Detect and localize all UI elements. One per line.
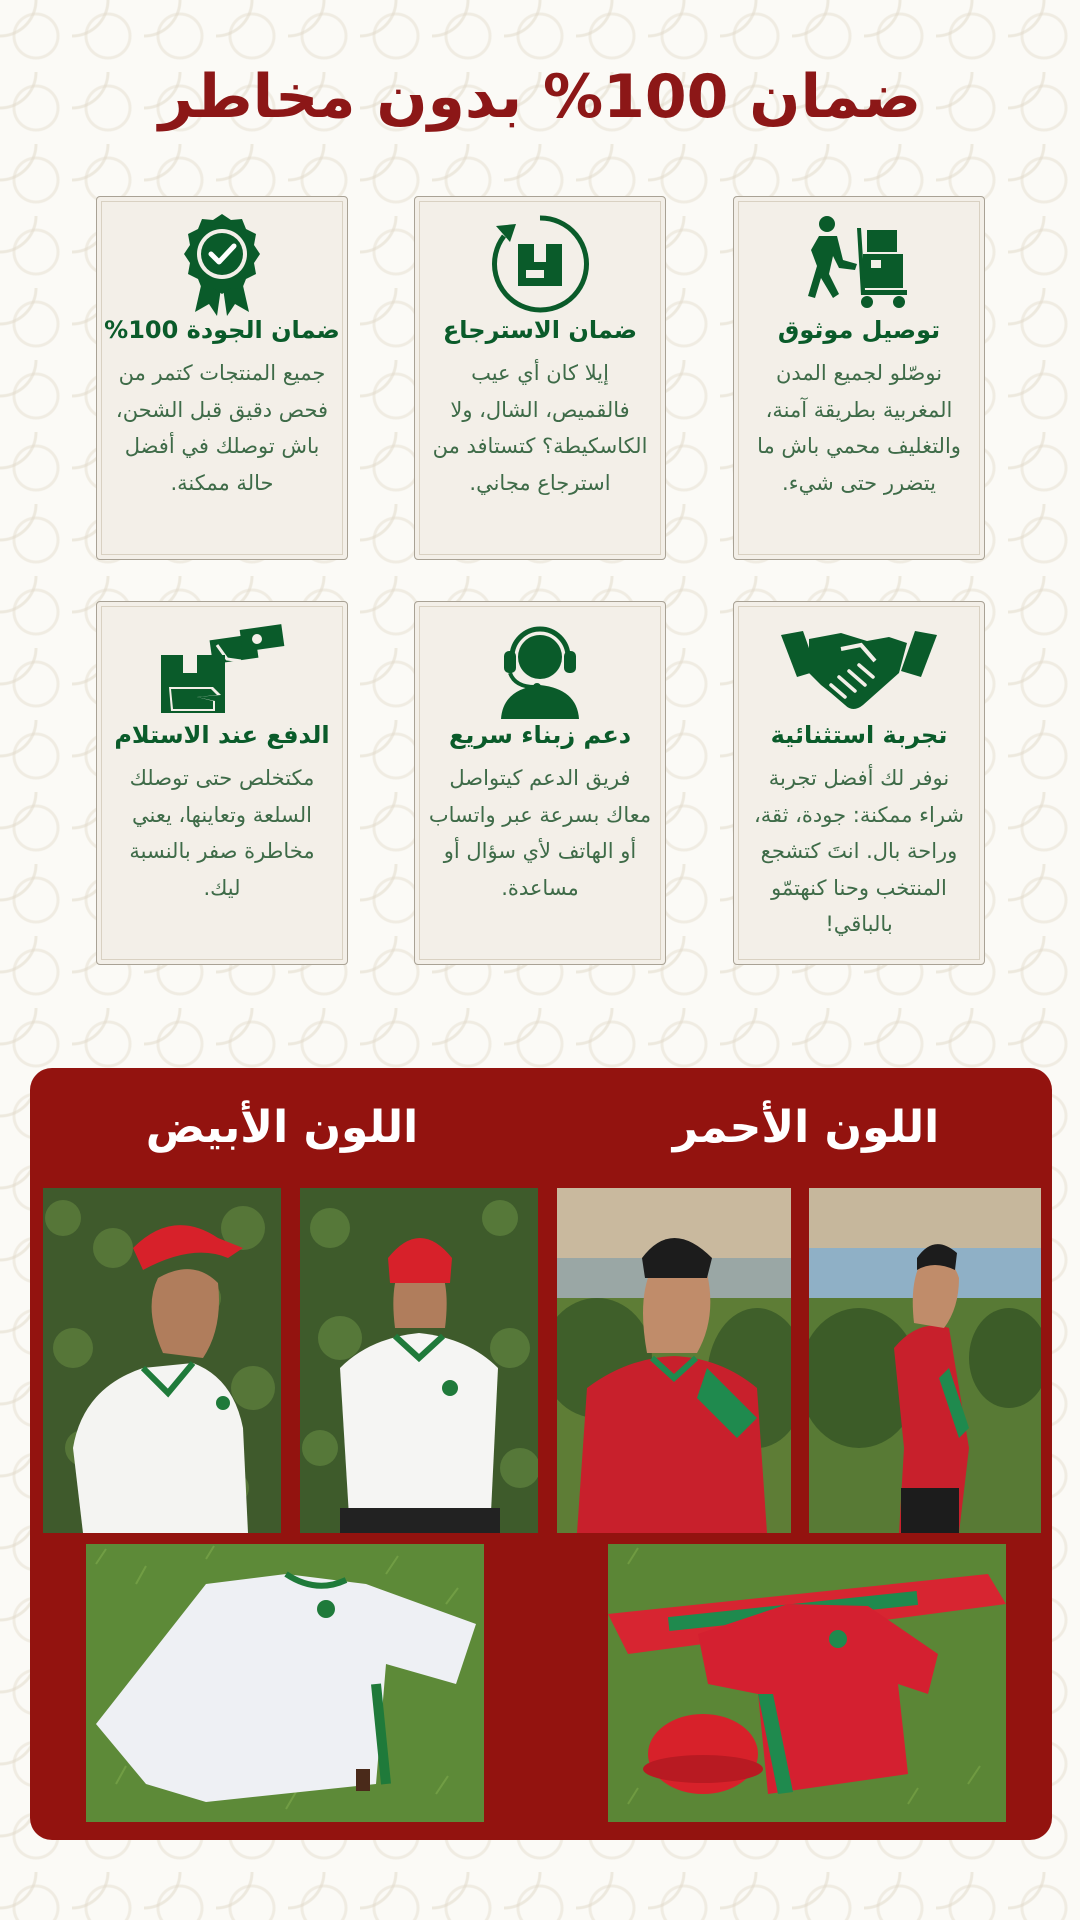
red-jersey-front-photo <box>557 1188 791 1533</box>
feature-description: فريق الدعم كيتواصل معاك بسرعة عبر واتساب أو الهاتف لأي سؤال أو مساعدة. <box>428 766 652 900</box>
feature-description: مكتخلص حتى توصلك السلعة وتعاينها، يعني مخاطرة صفر بالنسبة ليك. <box>129 766 315 900</box>
return-box-icon <box>415 209 665 319</box>
red-jersey-side-photo <box>809 1188 1041 1533</box>
headset-support-icon <box>415 614 665 724</box>
feature-card-cod <box>96 601 348 965</box>
feature-description: نوفر لك أفضل تجربة شراء ممكنة: جودة، ثقة، وراحة بال. انتَ كتشجع المنتخب وحنا كنهتمّو بالباقي! <box>753 766 965 936</box>
cash-on-delivery-icon <box>97 614 347 724</box>
feature-description: جميع المنتجات كتمر من فحص دقيق قبل الشحن، باش توصلك في أفضل حالة ممكنة. <box>115 361 329 495</box>
feature-card-delivery <box>733 196 985 560</box>
white-jersey-flat-photo <box>86 1544 484 1822</box>
feature-description: إيلا كان أي عيب فالقميص، الشال، ولا الكاسكيطة؟ كتستافد من استرجاع مجاني. <box>432 361 648 495</box>
quality-badge-icon <box>97 209 347 319</box>
red-color-label: اللون الأحمر <box>672 1102 940 1153</box>
page-title: ضمان 100% بدون مخاطر <box>158 62 922 132</box>
feature-title: ضمان الجودة 100% <box>104 316 340 344</box>
feature-card-experience <box>733 601 985 965</box>
handshake-icon <box>734 614 984 724</box>
delivery-person-icon <box>734 209 984 319</box>
feature-title: الدفع عند الاستلام <box>114 721 330 749</box>
feature-card-returns <box>414 196 666 560</box>
white-jersey-side-photo <box>43 1188 281 1533</box>
white-color-label: اللون الأبيض <box>145 1102 419 1153</box>
feature-title: ضمان الاسترجاع <box>442 316 638 344</box>
white-jersey-front-photo <box>300 1188 538 1533</box>
feature-title: توصيل موثوق <box>777 316 941 344</box>
feature-card-quality <box>96 196 348 560</box>
red-jersey-scarf-cap-photo <box>608 1544 1006 1822</box>
feature-title: دعم زبناء سريع <box>448 721 632 749</box>
feature-description: نوصّلو لجميع المدن المغربية بطريقة آمنة، والتغليف محمي باش ما يتضرر حتى شيء. <box>757 361 961 495</box>
feature-card-support <box>414 601 666 965</box>
product-gallery <box>30 1068 1052 1840</box>
feature-title: تجربة استثنائية <box>770 721 948 749</box>
